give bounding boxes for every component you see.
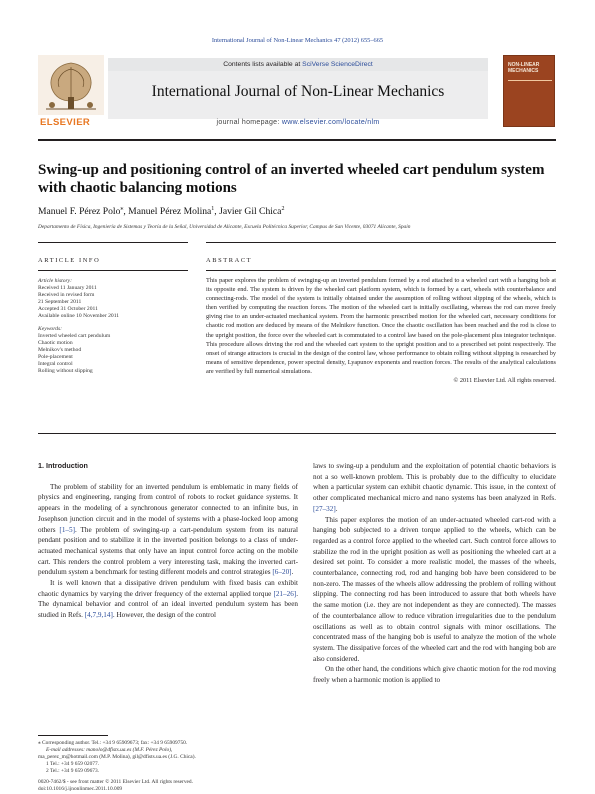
journal-cover-thumbnail[interactable]: [503, 55, 555, 127]
info-rule-mid: [38, 270, 188, 271]
author-name[interactable]: Manuel Pérez Molina: [128, 206, 212, 218]
citation-link[interactable]: [21–26]: [273, 589, 297, 598]
masthead-center: [108, 55, 488, 133]
footnote: ⁎ Corresponding author. Tel.: +34 9 65909673; fax: +34 9 65909750.: [38, 740, 188, 746]
masthead: [38, 55, 556, 133]
elsevier-wordmark: ELSEVIER: [40, 117, 91, 128]
info-rule-top: [38, 242, 188, 243]
paragraph: [313, 515, 556, 665]
running-header[interactable]: International Journal of Non-Linear Mechanics 47 (2012) 655–665: [211, 37, 384, 44]
citation-link[interactable]: [1–5]: [59, 525, 75, 534]
paragraph-text: . However, the design of the control: [112, 611, 216, 620]
abstract-rule-top: [206, 242, 556, 243]
abstract-rule-mid: [206, 270, 556, 271]
paragraph-text: laws to swing-up a pendulum and the exploitation of potential chaotic behaviors is not a so well-known problem. This is probably due to the difficulty to elucidate when a particular system can exhibit chaotic dynamic. This issue, in the context of other complicated mechanical micro and nano systems has been analyzed in Refs.: [313, 462, 556, 503]
journal-homepage: [108, 119, 488, 126]
history-item: Received in revised form: [38, 292, 95, 298]
abstract-copyright: © 2011 Elsevier Ltd. All rights reserved.: [453, 377, 556, 385]
paragraph: [313, 664, 556, 685]
history-item: 21 September 2011: [38, 299, 82, 305]
section-title: 1. Introduction: [38, 461, 88, 470]
contents-prefix: Contents lists available at: [223, 61, 303, 68]
abstract-text: This paper explores the problem of swinging-up an inverted pendulum formed by a rod attached to a wheeled cart with a hanging bob at its opposite end. The system is driven by the wheeled cart platform system, which is formed by a cart, wheels with counterbalance and connecting-rods. The model of the system is initially obtained under the assumption of rolling without slipping of the wheels, which is then verified by computing the reaction forces. The motion of the wheeled cart is initially oscillating, whereas the rod can move freely giving rise to an under-actuated mechanical system. From the harmonic prescribed motion for the wheeled cart, necessary conditions for chaotic rod motion are deduced by means of the Melnikov function. Once the chaotic oscillation has been reached and the rod is close to the upright position, the force over the wheeled cart is commutated to a control law based on the pole-placement plus integrator technique. This procedure allows driving the rod and the wheeled cart system to the upright position and to a prescribed set point respectively. The onset of strange attractors is crucial in the design of the control law, whose performance to obtain rolling without slipping is researched by means of sensitive dependence, power spectral density, Lyapunov exponents and reaction forces. The results of the analytical calculations are verified by full numerical simulations.: [206, 277, 556, 375]
history-item: Accepted 31 October 2011: [38, 306, 98, 312]
homepage-prefix: journal homepage:: [216, 119, 282, 126]
contents-bar: [108, 58, 488, 71]
bottom-meta: [38, 779, 193, 792]
paragraph-text: . The dynamical behavior and control of an ideal inverted pendulum system has been studied in Refs.: [38, 589, 298, 620]
keywords-label: Keywords:: [38, 326, 63, 332]
front-matter-line: 0020-7462/$ - see front matter © 2011 Elsevier Ltd. All rights reserved.: [38, 779, 193, 785]
homepage-link[interactable]: www.elsevier.com/locate/nlm: [281, 119, 380, 126]
article-info-heading: ARTICLE INFO: [38, 257, 101, 264]
author-mark[interactable]: 2: [281, 206, 285, 212]
citation-link[interactable]: [4,7,9,14]: [84, 611, 113, 620]
sciverse-link[interactable]: SciVerse ScienceDirect: [302, 61, 373, 68]
keyword: Chaotic motion: [38, 340, 73, 346]
footnote-rule: [38, 735, 108, 736]
affiliation: Departamento de Física, Ingeniería de Sistemas y Teoría de la Señal, Universidad de Alicante, Escuela Politécnica Superior, Campus de San Vicente, 03071 Alicante, Spain: [38, 224, 411, 230]
cover-title: NON-LINEAR MECHANICS: [508, 62, 540, 74]
article-info: [38, 278, 178, 375]
paragraph-text: .: [335, 504, 338, 513]
abstract-rule-bottom: [38, 433, 556, 434]
abstract-heading: ABSTRACT: [206, 257, 253, 264]
author-list: Manuel F. Pérez Polo⁎, Manuel Pérez Molina$^1$, Javier Gil Chica$^2$: [38, 206, 285, 218]
paragraph: [38, 578, 298, 621]
citation-link[interactable]: [6–20]: [272, 568, 292, 577]
paragraph: [313, 461, 556, 515]
paragraph-text: .: [291, 568, 294, 577]
author-name[interactable]: Manuel F. Pérez Polo: [38, 206, 121, 218]
paragraph-text: This paper explores the motion of an under-actuated wheeled cart-rod with a hanging bob subjected to a driven torque applied to the wheels, which can be regarded as a control force applied to the wheeled cart. Such control force allows to stabilize the rod in the upright position as well as positioning the wheeled cart at a desired set point. To consider a more realistic model, the masses of the wheels, counterbalance, connecting rod, rod and hanging bob have been considered to be non-zero. The masses of the wheels allow addressing the problem of rolling without slipping. The connecting rod has been introduced to assure that both wheels have the same motion (i.e. they are not independent as they are connected). The masses of the counterbalance allow to reduce vibration irregularities due to the pendulum oscillations as well as to obtain control signals with minor oscillations. The concentrated mass of the hanging bob is useful to analyze the motion of the whole system. The dissipative forces of the wheeled cart and the rod with hanging bob are also considered.: [313, 515, 556, 663]
paragraph-text: . The problem of swinging-up a cart-pendulum system from its natural pendant position and to stabilize it in the inverted position belongs to a class of under-actuated mechanical systems that only have an input control force acting on the mobile cart. This renders the control problem a very interesting task, making the inverted cart-pendulum system a benchmark for testing different models and control strategies: [38, 525, 298, 577]
citation-link[interactable]: [27–32]: [313, 504, 336, 513]
footnote: 2 Tel.: +34 9 659 09673.: [46, 768, 100, 774]
footnote[interactable]: ma_perez_m@hotmail.com (M.P. Molina), gil@dfists.ua.es (J.G. Chica).: [38, 754, 196, 760]
history-label: Article history:: [38, 278, 73, 284]
author-name[interactable]: Javier Gil Chica: [219, 206, 282, 218]
history-item: Received 11 January 2011: [38, 285, 97, 291]
cover-stripe: [508, 80, 552, 81]
body-column-left: [38, 461, 298, 621]
abstract-body: [206, 276, 556, 385]
body-column-right: [313, 461, 556, 686]
journal-title: International Journal of Non-Linear Mechanics: [151, 83, 445, 100]
paragraph: [38, 482, 298, 578]
footnotes: [38, 740, 298, 775]
keyword: Inverted wheeled cart pendulum: [38, 333, 111, 339]
doi-line[interactable]: doi:10.1016/j.ijnonlinmec.2011.10.009: [38, 785, 123, 792]
author-mark[interactable]: ⁎: [120, 206, 124, 212]
footnote[interactable]: E-mail addresses: manolo@dfists.ua.es (M.F. Pérez Polo),: [46, 747, 173, 753]
article-title: Swing-up and positioning control of an inverted wheeled cart pendulum system with chaotic balancing motions: [38, 162, 545, 196]
keyword: Pole-placement: [38, 354, 73, 360]
keyword: Rolling without slipping: [38, 368, 93, 374]
keyword: Melnikov's method: [38, 347, 82, 353]
paragraph-text: On the other hand, the conditions which give chaotic motion for the rod moving freely when a harmonic motion is applied to: [313, 665, 556, 685]
footnote: 1 Tel.: +34 9 659 02077.: [46, 761, 100, 767]
header-rule: [38, 139, 556, 141]
history-item: Available online 10 November 2011: [38, 313, 120, 319]
paragraph-text: It is well known that a dissipative driven pendulum with fixed basis can exhibit chaotic dynamics by varying the driver frequency of the external applied torque: [38, 579, 298, 598]
keyword: Integral control: [38, 361, 73, 367]
paragraph-text: The problem of stability for an inverted pendulum is emblematic in many fields of physics and engineering, ranging from control of robots to rocket guidance systems. It appears in the modeling of a synchronous generator connected to an infinite bus, in Josephson junction circuit and in the model of systems with a phase-locked loop among others: [38, 482, 298, 534]
author-mark[interactable]: 1: [211, 206, 215, 212]
